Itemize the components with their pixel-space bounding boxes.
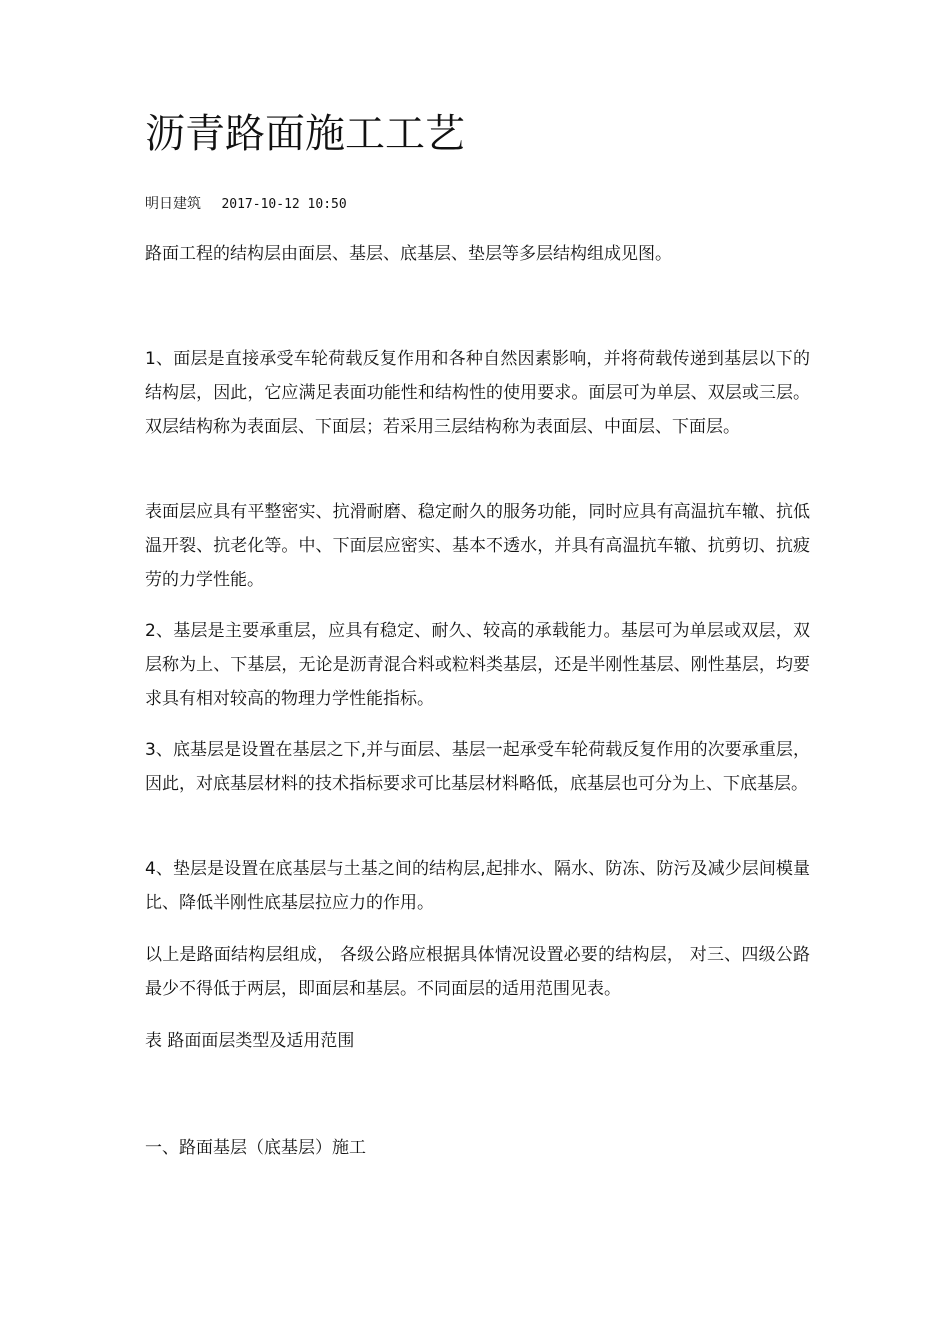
article-meta — [145, 194, 347, 215]
publish-datetime: 2017-10-12 10:50 — [221, 197, 347, 212]
paragraph-summary: 以上是路面结构层组成， 各级公路应根据具体情况设置必要的结构层， 对三、四级公路最少不得低于两层，即面层和基层。不同面层的适用范围见表。 — [145, 945, 810, 999]
paragraph-base-layer: 2、基层是主要承重层，应具有稳定、耐久、较高的承载能力。基层可为单层或双层，双层称为上、下基层，无论是沥青混合料或粒料类基层，还是半刚性基层、刚性基层，均要求具有相对较高的物理力学性能指标。 — [145, 621, 810, 709]
paragraph-subbase-layer: 3、底基层是设置在基层之下,并与面层、基层一起承受车轮荷载反复作用的次要承重层，因此，对底基层材料的技术指标要求可比基层材料略低，底基层也可分为上、下底基层。 — [145, 740, 810, 794]
paragraph-cushion-layer: 4、垫层是设置在底基层与土基之间的结构层,起排水、隔水、防冻、防污及减少层间模量比、降低半刚性底基层拉应力的作用。 — [145, 859, 810, 913]
paragraph-surface-requirements: 表面层应具有平整密实、抗滑耐磨、稳定耐久的服务功能，同时应具有高温抗车辙、抗低温开裂、抗老化等。中、下面层应密实、基本不透水，并具有高温抗车辙、抗剪切、抗疲劳的力学性能。 — [145, 502, 810, 590]
article-title: 沥青路面施工工艺 — [145, 111, 465, 157]
paragraph-surface-layer: 1、面层是直接承受车轮荷载反复作用和各种自然因素影响，并将荷载传递到基层以下的结构层，因此，它应满足表面功能性和结构性的使用要求。面层可为单层、双层或三层。双层结构称为表面层、下面层；若采用三层结构称为表面层、中面层、下面层。 — [145, 349, 810, 437]
table-caption: 表 路面面层类型及适用范围 — [145, 1031, 355, 1051]
section-heading: 一、路面基层（底基层）施工 — [145, 1138, 366, 1158]
author-name: 明日建筑 — [145, 196, 201, 212]
paragraph-intro: 路面工程的结构层由面层、基层、底基层、垫层等多层结构组成见图。 — [145, 244, 672, 264]
